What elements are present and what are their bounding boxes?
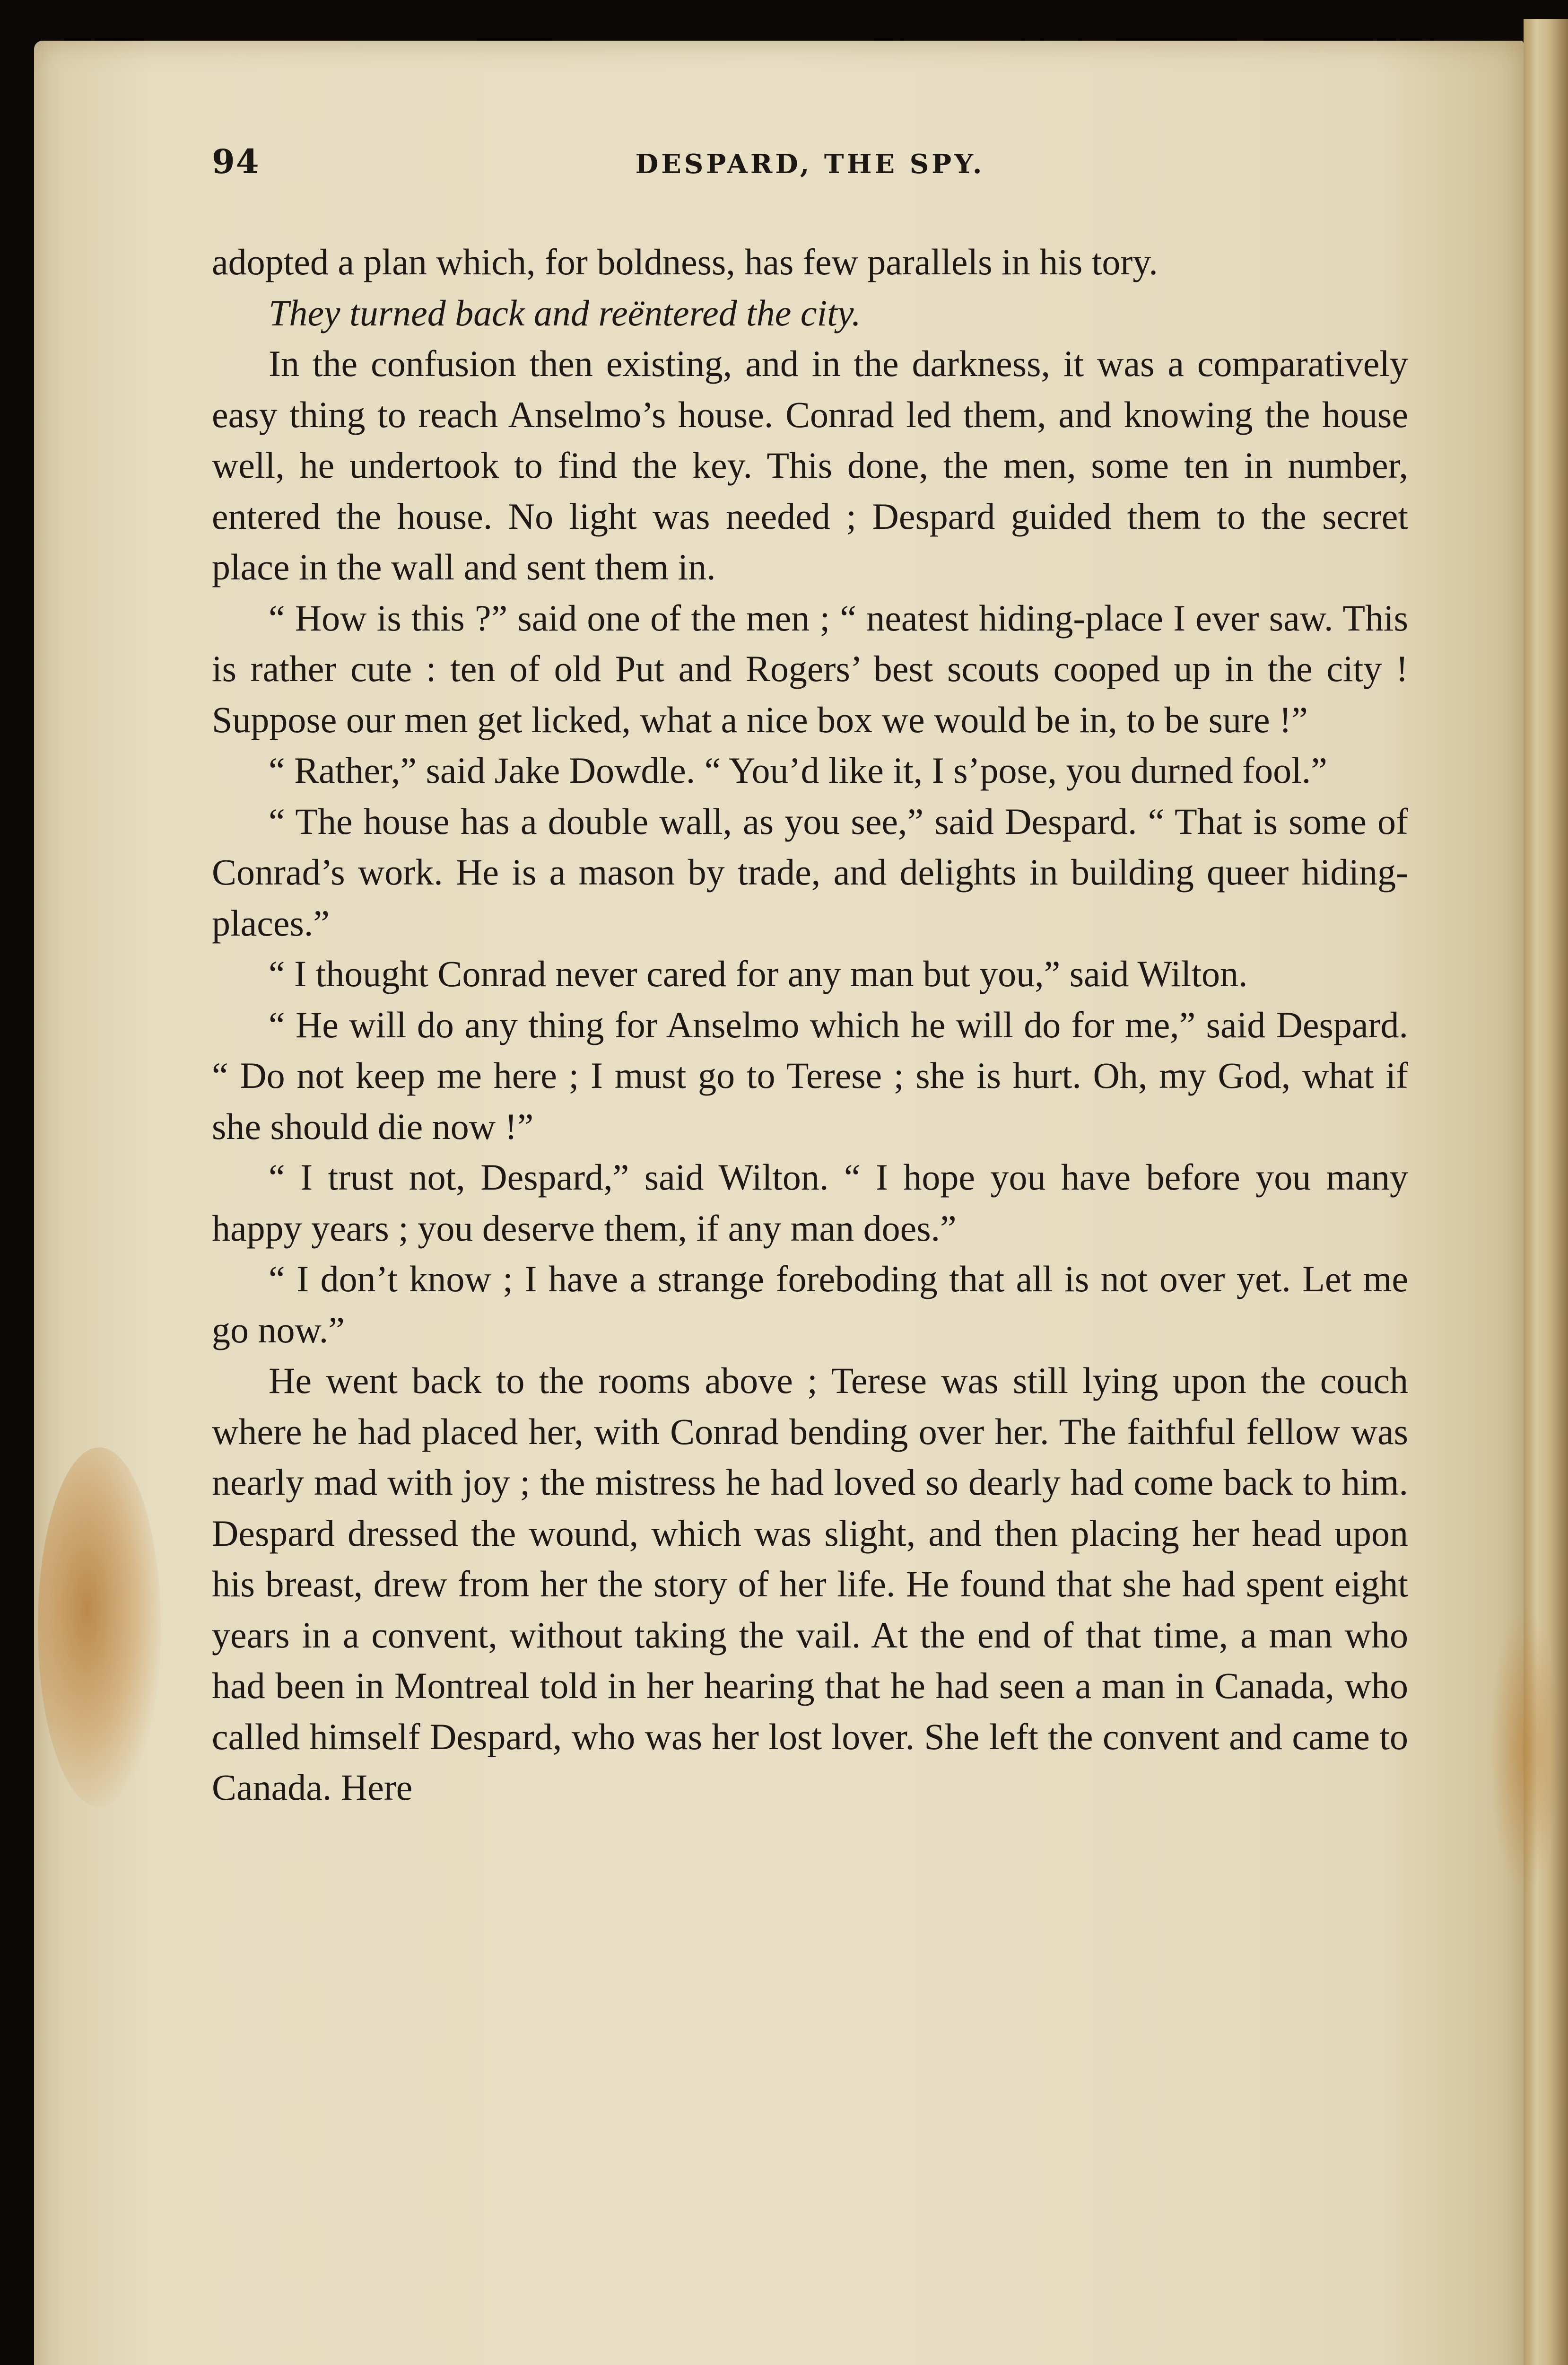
paragraph: “ Rather,” said Jake Dowdle. “ You’d like it, I s’pose, you durned fool.” [269, 750, 1327, 791]
paragraph: “ I thought Conrad never cared for any man but you,” said Wilton. [269, 953, 1248, 994]
paragraph: “ I trust not, Despard,” said Wilton. “ I hope you have before you many happy years ; you deserve them, if any man does.” [212, 1156, 1408, 1249]
page-number: 94 [212, 142, 260, 181]
running-head: DESPARD, THE SPY. [635, 149, 985, 180]
body-text [212, 236, 1408, 1813]
paragraph: In the confusion then existing, and in the darkness, it was a comparatively easy thing to reach Anselmo’s house. Conrad led them, and knowing the house well, he undertook to find the key. This done, the men, some ten in number, entered the house. No light was needed ; Despard guided them to the secret place in the wall and sent them in. [212, 343, 1408, 587]
paragraph: adopted a plan which, for boldness, has few parallels in his tory. [212, 241, 1158, 282]
paragraph: They turned back and reëntered the city. [269, 292, 861, 333]
page-header [212, 142, 1408, 189]
paragraph: “ The house has a double wall, as you see,” said Despard. “ That is some of Conrad’s work. He is a mason by trade, and delights in building queer hiding-places.” [212, 800, 1408, 944]
page-edge [1524, 19, 1568, 2365]
paragraph: He went back to the rooms above ; Terese was still lying upon the couch where he had placed her, with Conrad bending over her. The faithful fellow was nearly mad with joy ; the mistress he had loved so dearly had come back to him. Despard dressed the wound, which was slight, and then placing her head upon his breast, drew from her the story of her life. He found that she had spent eight years in a convent, without taking the vail. At the end of that time, a man who had been in Montreal told in her hearing that he had seen a man in Canada, who called himself Despard, who was her lost lover. She left the convent and came to Canada. Here [212, 1360, 1408, 1808]
paragraph: “ How is this ?” said one of the men ; “ neatest hiding-place I ever saw. This is rather cute : ten of old Put and Rogers’ best scouts cooped up in the city ! Suppose our men get licked, what a nice box we would be in, to be sure !” [212, 597, 1408, 740]
paragraph: “ I don’t know ; I have a strange foreboding that all is not over yet. Let me go now.” [212, 1258, 1408, 1350]
paragraph: “ He will do any thing for Anselmo which he will do for me,” said Despard. “ Do not keep me here ; I must go to Terese ; she is hurt. Oh, my God, what if she should die now !” [212, 1004, 1408, 1147]
